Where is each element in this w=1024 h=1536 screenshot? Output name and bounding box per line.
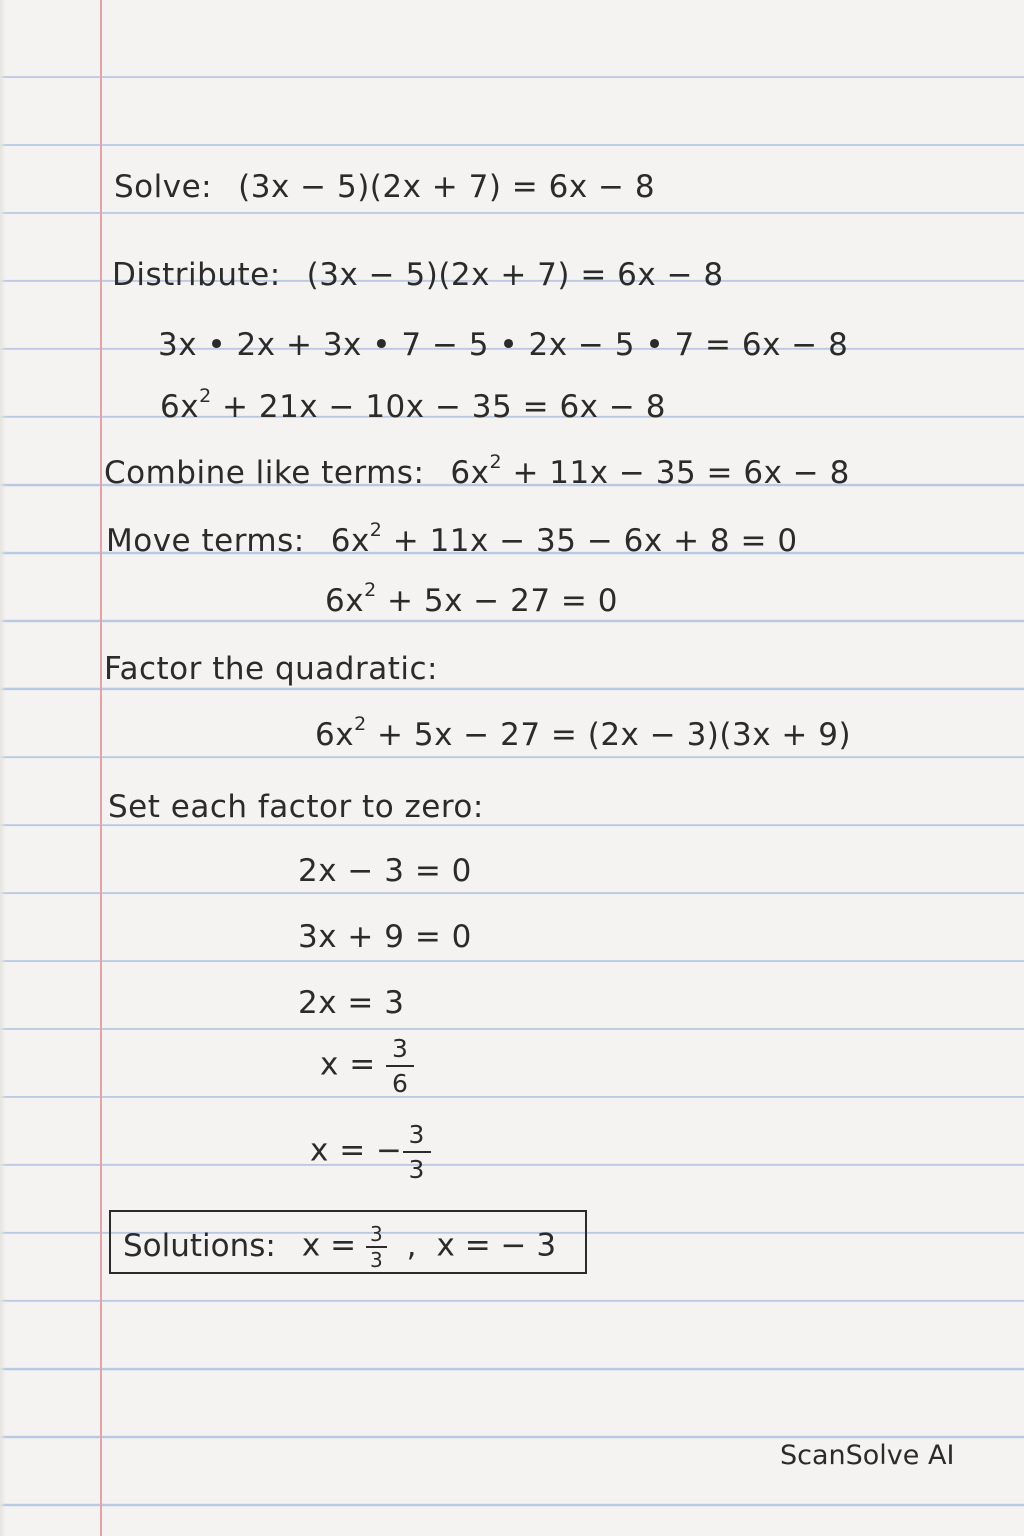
watermark: ScanSolve AI xyxy=(780,1440,955,1471)
combine-line xyxy=(104,451,850,491)
zero-eq-5 xyxy=(310,1122,431,1182)
move-line-1 xyxy=(106,519,798,559)
term: + 5x − 27 = 0 xyxy=(387,583,618,619)
combine-label: Combine like terms: xyxy=(104,455,425,491)
term: + 11x − 35 = 6x − 8 xyxy=(512,455,850,491)
set-zero-label-line xyxy=(108,789,484,825)
solutions-line xyxy=(123,1224,556,1270)
denominator: 6 xyxy=(392,1069,409,1098)
term: 6x xyxy=(330,523,370,559)
term: + 5x − 27 = (2x − 3)(3x + 9) xyxy=(377,717,852,753)
term: 6x xyxy=(315,717,355,753)
separator: , xyxy=(406,1227,417,1264)
distribute-line-1 xyxy=(112,257,724,293)
move-line-2 xyxy=(325,579,618,619)
exponent: 2 xyxy=(369,519,383,541)
fraction xyxy=(403,1122,431,1182)
term: 6x xyxy=(450,455,490,491)
distribute-label: Distribute: xyxy=(112,257,281,293)
zero-eq-1 xyxy=(298,853,472,889)
solution-2: x = − 3 xyxy=(436,1227,557,1264)
factor-label: Factor the quadratic: xyxy=(104,651,438,687)
equation: 2x − 3 = 0 xyxy=(298,853,472,889)
lhs: x = − xyxy=(310,1132,403,1169)
exponent: 2 xyxy=(354,713,367,735)
exponent: 2 xyxy=(364,579,377,601)
margin-line xyxy=(100,0,102,1536)
solutions-box xyxy=(109,1210,587,1274)
term: 6x xyxy=(160,389,200,425)
solution-1-fraction xyxy=(366,1224,387,1270)
problem-line xyxy=(114,169,656,205)
factor-equation-line xyxy=(315,713,852,753)
paper-edge xyxy=(0,0,6,1536)
numerator: 3 xyxy=(366,1224,387,1248)
lhs: x = xyxy=(320,1046,376,1083)
zero-eq-4 xyxy=(320,1036,414,1096)
fraction xyxy=(386,1036,414,1096)
move-label: Move terms: xyxy=(106,523,305,559)
term: + 21x − 10x − 35 = 6x − 8 xyxy=(222,389,666,425)
distribute-equation-1: (3x − 5)(2x + 7) = 6x − 8 xyxy=(306,257,724,293)
solution-1-lhs: x = xyxy=(301,1227,357,1264)
distribute-equation-2: 3x • 2x + 3x • 7 − 5 • 2x − 5 • 7 = 6x − 8 xyxy=(158,327,849,363)
distribute-line-3 xyxy=(160,385,666,425)
numerator: 3 xyxy=(403,1122,431,1153)
exponent: 2 xyxy=(489,451,503,473)
set-zero-label: Set each factor to zero: xyxy=(108,789,484,825)
problem-label: Solve: xyxy=(114,169,213,205)
equation: 3x + 9 = 0 xyxy=(298,919,472,955)
factor-label-line xyxy=(104,651,438,687)
exponent: 2 xyxy=(199,385,212,407)
numerator: 3 xyxy=(386,1036,414,1067)
denominator: 3 xyxy=(369,1248,383,1272)
equation: 2x = 3 xyxy=(298,985,405,1021)
solutions-label: Solutions: xyxy=(123,1227,276,1264)
term: + 11x − 35 − 6x + 8 = 0 xyxy=(392,523,798,559)
zero-eq-2 xyxy=(298,919,472,955)
term: 6x xyxy=(325,583,365,619)
problem-equation: (3x − 5)(2x + 7) = 6x − 8 xyxy=(238,169,656,205)
denominator: 3 xyxy=(408,1155,425,1184)
distribute-line-2 xyxy=(158,327,849,363)
zero-eq-3 xyxy=(298,985,405,1021)
